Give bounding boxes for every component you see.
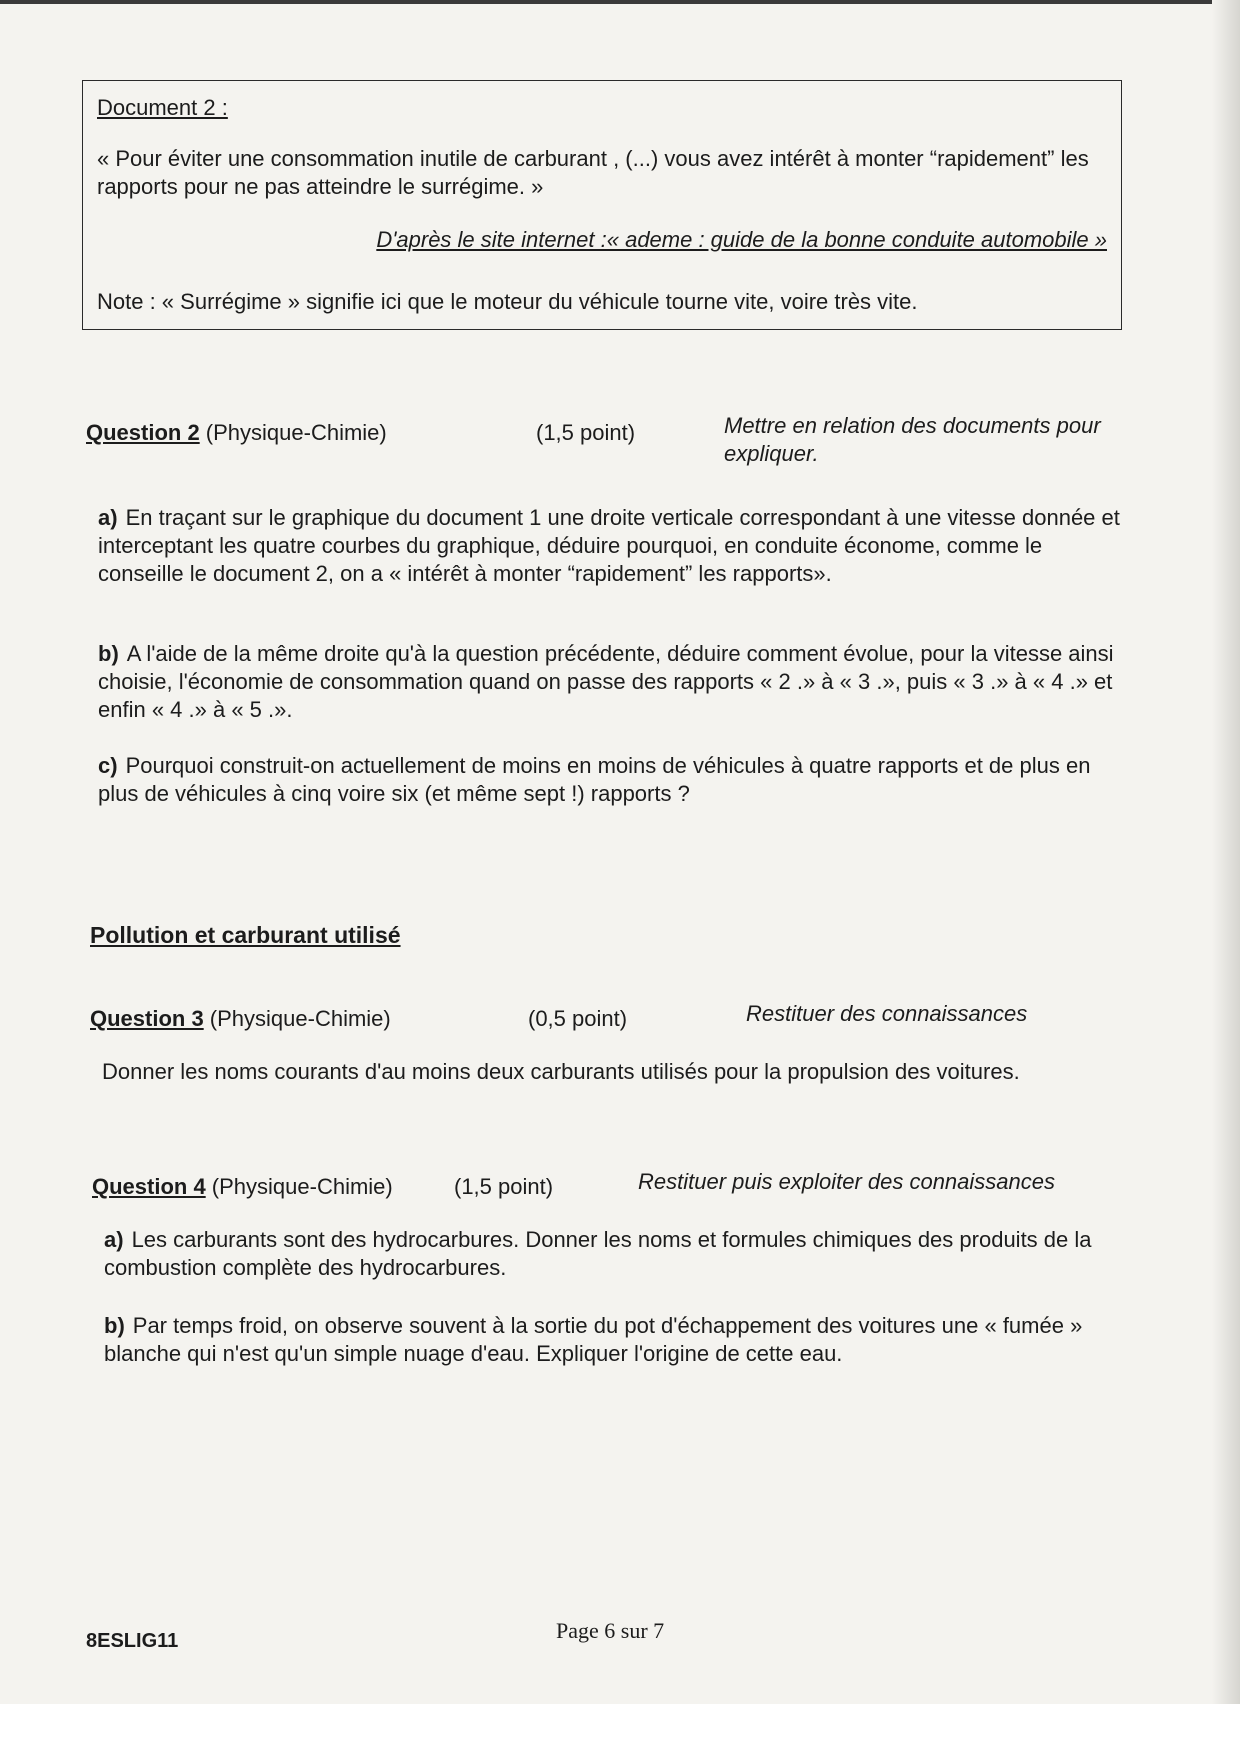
document-2-box	[82, 80, 1122, 330]
page-number: Page 6 sur 7	[556, 1618, 665, 1643]
question-2a	[98, 504, 1128, 588]
top-edge	[0, 0, 1240, 4]
question-2c	[98, 752, 1128, 808]
question-2c-tag: c)	[98, 753, 118, 778]
question-4-subject: (Physique-Chimie)	[205, 1174, 393, 1199]
question-4b-text: Par temps froid, on observe souvent à la sortie du pot d'échappement des voitures une « fumée » blanche qui n'est qu'un simple nuage d'eau. Expliquer l'origine de cette eau.	[104, 1313, 1083, 1366]
question-2-subject: (Physique-Chimie)	[199, 420, 387, 445]
document-2-note: Note : « Surrégime » signifie ici que le moteur du véhicule tourne vite, voire très vite.	[97, 289, 918, 314]
scan-shadow	[1212, 0, 1240, 1754]
question-2-label: Question 2	[86, 420, 200, 445]
question-3-header	[90, 1006, 391, 1032]
question-4-header	[92, 1174, 393, 1200]
document-2-source: D'après le site internet :« ademe : guide de la bonne conduite automobile »	[376, 227, 1107, 252]
question-4a-text: Les carburants sont des hydrocarbures. Donner les noms et formules chimiques des produits de la combustion complète des hydrocarbures.	[104, 1227, 1092, 1280]
question-3-skill: Restituer des connaissances	[746, 1001, 1028, 1026]
scan-bottom-margin	[0, 1704, 1240, 1754]
question-2-skill: Mettre en relation des documents pour expliquer.	[724, 413, 1101, 466]
question-4-skill: Restituer puis exploiter des connaissances	[638, 1169, 1056, 1194]
exam-code: 8ESLIG11	[86, 1630, 179, 1652]
question-2b-text: A l'aide de la même droite qu'à la question précédente, déduire comment évolue, pour la vitesse ainsi choisie, l'économie de consommation quand on passe des rapports « 2 .» à « 3 .», puis « 3 .» à « 4 .» et enfin « 4 .» à « 5 .».	[98, 641, 1114, 722]
question-3-subject: (Physique-Chimie)	[203, 1006, 391, 1031]
question-2a-tag: a)	[98, 505, 118, 530]
question-3-label: Question 3	[90, 1006, 204, 1031]
document-2-title: Document 2 :	[97, 95, 228, 120]
document-2-quote: « Pour éviter une consommation inutile de carburant , (...) vous avez intérêt à monter “rapidement” les rapports pour ne pas atteindre le surrégime. »	[97, 146, 1089, 199]
question-2c-text: Pourquoi construit-on actuellement de moins en moins de véhicules à quatre rapports et de plus en plus de véhicules à cinq voire six (et même sept !) rapports ?	[98, 753, 1091, 806]
question-4-label: Question 4	[92, 1174, 206, 1199]
question-4a	[104, 1226, 1104, 1282]
question-4b-tag: b)	[104, 1313, 125, 1338]
question-2-points: (1,5 point)	[536, 420, 636, 445]
question-4b	[104, 1312, 1114, 1368]
question-3-points: (0,5 point)	[528, 1006, 628, 1031]
question-2b	[98, 640, 1128, 724]
question-2a-text: En traçant sur le graphique du document 1 une droite verticale correspondant à une vitesse donnée et interceptant les quatre courbes du graphique, déduire pourquoi, en conduite économe, comme le conseille le document 2, on a « intérêt à monter “rapidement” les rapports».	[98, 505, 1120, 586]
question-4a-tag: a)	[104, 1227, 124, 1252]
question-4-points: (1,5 point)	[454, 1174, 554, 1199]
section-title: Pollution et carburant utilisé	[90, 922, 401, 948]
question-2-header	[86, 420, 387, 446]
question-2b-tag: b)	[98, 641, 119, 666]
question-3-text: Donner les noms courants d'au moins deux carburants utilisés pour la propulsion des voitures.	[102, 1059, 1020, 1084]
